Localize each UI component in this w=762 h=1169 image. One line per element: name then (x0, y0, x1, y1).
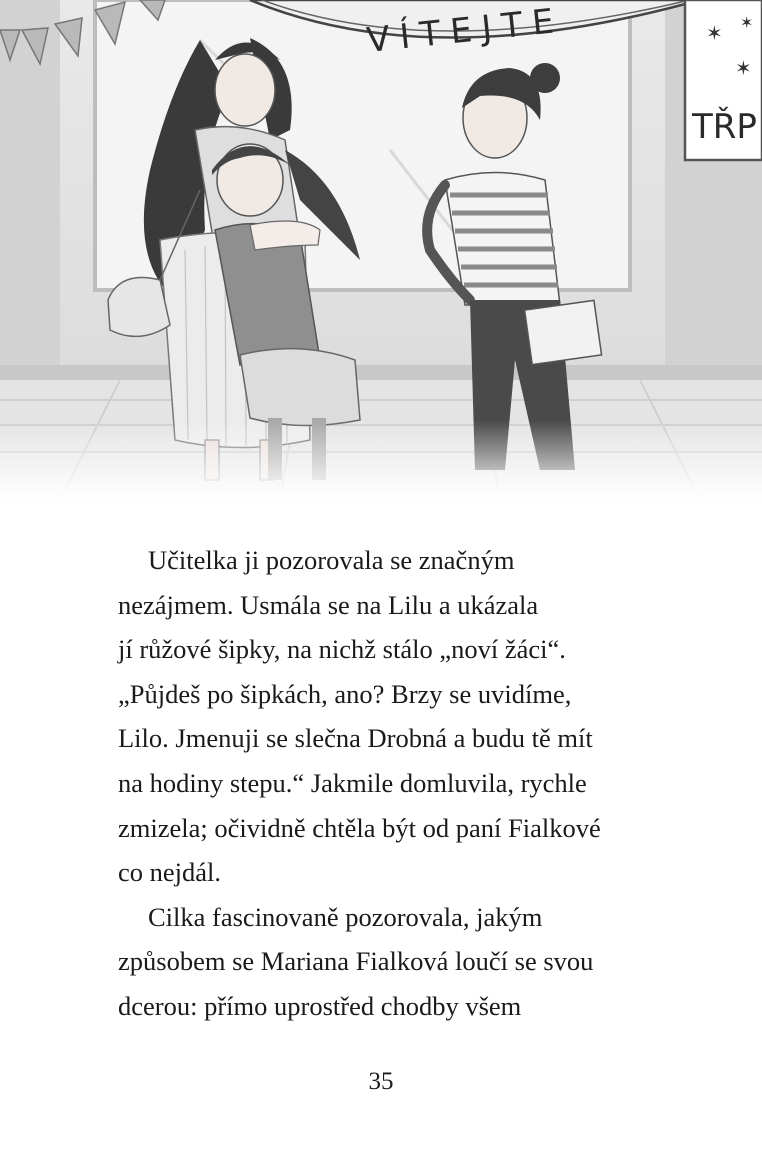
chapter-illustration (0, 0, 762, 500)
welcome-banner-text: VÍTEJTE (364, 0, 566, 61)
text-line: nezájmem. Usmála se na Lilu a ukázala (118, 589, 539, 620)
fade-overlay (0, 420, 762, 500)
pillar-left (0, 0, 60, 400)
paragraph-2 (118, 895, 678, 1029)
text-line: způsobem se Mariana Fialková loučí se svou (118, 946, 594, 977)
text-line: zmizela; očividně chtěla být od paní Fialkové (118, 812, 601, 843)
page-number: 35 (368, 1068, 394, 1095)
text-line: Lilo. Jmenuji se slečna Drobná a budu tě mít (118, 723, 593, 754)
text-line: Cilka fascinovaně pozorovala, jakým (148, 901, 543, 932)
text-line: dcerou: přímo uprostřed chodby všem (118, 990, 522, 1021)
body-text (118, 538, 678, 1029)
star-icon: ✶ (740, 13, 754, 32)
poster-text: TŘP (692, 107, 757, 147)
text-line: „Půjdeš po šipkách, ano? Brzy se uvidíme, (118, 678, 572, 709)
paragraph-1 (118, 538, 678, 895)
star-icon: ✶ (706, 21, 723, 45)
text-line: na hodiny stepu.“ Jakmile domluvila, rychle (118, 767, 587, 798)
star-icon: ✶ (735, 56, 752, 80)
text-line: jí růžové šipky, na nichž stálo „noví žáci“. (118, 634, 566, 665)
text-line: Učitelka ji pozorovala se značným (148, 545, 515, 575)
text-line: co nejdál. (118, 857, 222, 888)
illustration-canvas (0, 0, 762, 500)
